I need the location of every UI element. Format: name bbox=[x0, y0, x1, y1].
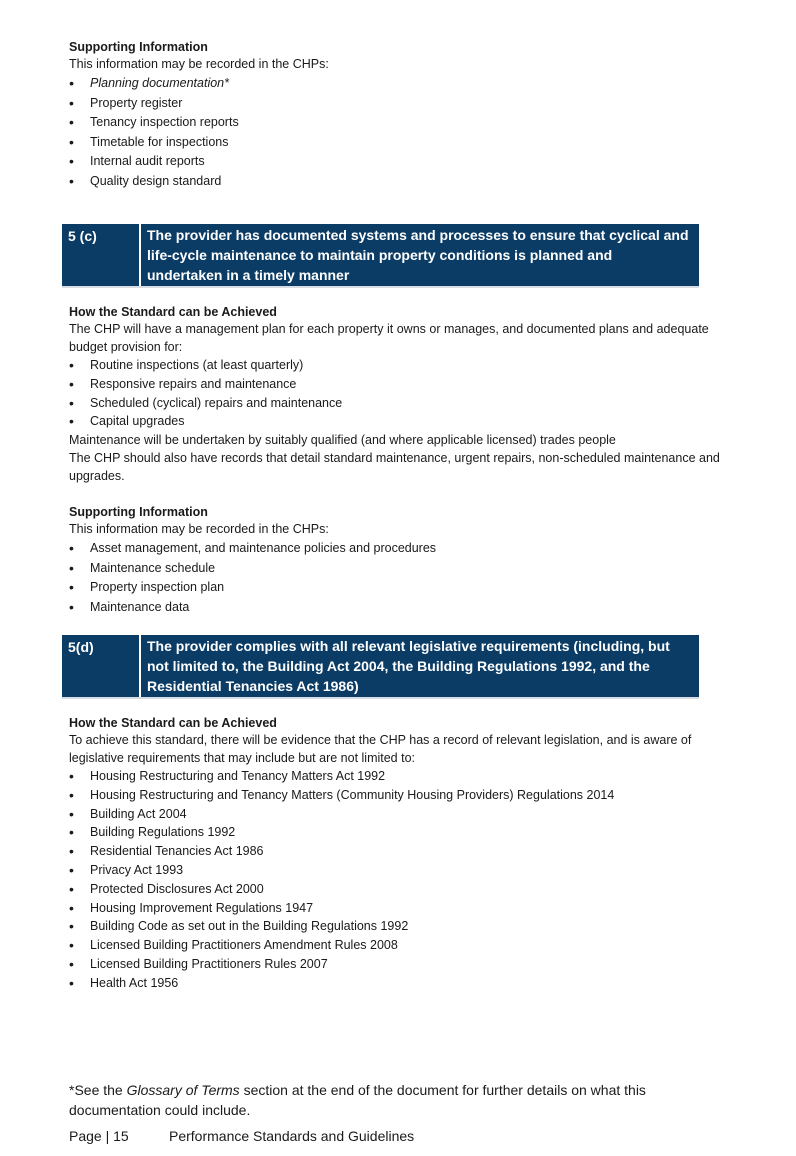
standard-code: 5(d) bbox=[62, 635, 141, 697]
list-item: • Licensed Building Practitioners Amendment Rules 2008 bbox=[69, 936, 740, 955]
section-intro: To achieve this standard, there will be evidence that the CHP has a record of relevant legislation, and is aware of legislative requirements that may include but are not limited to: bbox=[69, 733, 692, 765]
list-item: • Privacy Act 1993 bbox=[69, 861, 740, 880]
list-item: • Planning documentation* bbox=[69, 74, 736, 94]
list-item: • Building Code as set out in the Building Regulations 1992 bbox=[69, 917, 740, 936]
list-item: • Internal audit reports bbox=[69, 152, 736, 172]
list-item: • Maintenance data bbox=[69, 598, 736, 618]
bullet-list bbox=[69, 539, 736, 617]
list-item: • Housing Improvement Regulations 1947 bbox=[69, 899, 740, 918]
supporting-info-section-5c bbox=[69, 504, 736, 617]
list-item: • Tenancy inspection reports bbox=[69, 113, 736, 133]
list-item: • Routine inspections (at least quarterly) bbox=[69, 356, 736, 375]
bullet-list bbox=[69, 356, 736, 431]
section-heading: How the Standard can be Achieved bbox=[69, 716, 277, 730]
how-achieved-section-5d bbox=[69, 715, 740, 993]
standard-text: The provider has documented systems and processes to ensure that cyclical and life-cycle maintenance to maintain property conditions is planned and undertaken in a timely manner bbox=[147, 227, 689, 283]
supporting-info-section-1 bbox=[69, 39, 736, 191]
footnote-post: section at the end of the document for further details on what this documentation could include. bbox=[69, 1082, 646, 1118]
footnote bbox=[69, 1080, 729, 1120]
list-item: • Capital upgrades bbox=[69, 412, 736, 431]
section-intro: This information may be recorded in the CHPs: bbox=[69, 57, 329, 71]
paragraph: The CHP should also have records that detail standard maintenance, urgent repairs, non-scheduled maintenance and upgrades. bbox=[69, 451, 720, 484]
document-title: Performance Standards and Guidelines bbox=[169, 1128, 415, 1144]
bullet-list bbox=[69, 74, 736, 191]
list-item: • Asset management, and maintenance policies and procedures bbox=[69, 539, 736, 559]
section-heading: Supporting Information bbox=[69, 505, 208, 519]
list-item: • Housing Restructuring and Tenancy Matters (Community Housing Providers) Regulations 2014 bbox=[69, 786, 740, 805]
list-item: • Quality design standard bbox=[69, 172, 736, 192]
list-item: • Building Act 2004 bbox=[69, 805, 740, 824]
footnote-glossary-term: Glossary of Terms bbox=[126, 1082, 240, 1098]
list-item: • Building Regulations 1992 bbox=[69, 823, 740, 842]
list-item: • Housing Restructuring and Tenancy Matters Act 1992 bbox=[69, 767, 740, 786]
standard-text: The provider complies with all relevant legislative requirements (including, but not limited to, the Building Act 2004, the Building Regulations 1992, and the Residential Tenancies Act 1986) bbox=[147, 638, 670, 694]
standard-banner-5d bbox=[62, 635, 699, 699]
section-heading: Supporting Information bbox=[69, 40, 208, 54]
section-heading: How the Standard can be Achieved bbox=[69, 305, 277, 319]
list-item: • Property register bbox=[69, 94, 736, 114]
list-item: • Health Act 1956 bbox=[69, 974, 740, 993]
page-number: Page | 15 bbox=[69, 1128, 129, 1144]
standard-code: 5 (c) bbox=[62, 224, 141, 286]
section-intro: The CHP will have a management plan for each property it owns or manages, and documented plans and adequate budget provision for: bbox=[69, 322, 709, 354]
list-item: • Timetable for inspections bbox=[69, 133, 736, 153]
list-item: • Maintenance schedule bbox=[69, 559, 736, 579]
list-item: • Residential Tenancies Act 1986 bbox=[69, 842, 740, 861]
list-item: • Scheduled (cyclical) repairs and maintenance bbox=[69, 394, 736, 413]
bullet-list bbox=[69, 767, 740, 993]
page-footer bbox=[69, 1127, 414, 1145]
paragraph: Maintenance will be undertaken by suitably qualified (and where applicable licensed) trades people bbox=[69, 433, 616, 448]
standard-banner-5c bbox=[62, 224, 699, 288]
how-achieved-section-5c bbox=[69, 304, 736, 485]
section-intro: This information may be recorded in the CHPs: bbox=[69, 522, 329, 536]
list-item: • Protected Disclosures Act 2000 bbox=[69, 880, 740, 899]
list-item: • Responsive repairs and maintenance bbox=[69, 375, 736, 394]
footnote-pre: *See the bbox=[69, 1082, 127, 1098]
list-item: • Property inspection plan bbox=[69, 578, 736, 598]
list-item: • Licensed Building Practitioners Rules 2007 bbox=[69, 955, 740, 974]
